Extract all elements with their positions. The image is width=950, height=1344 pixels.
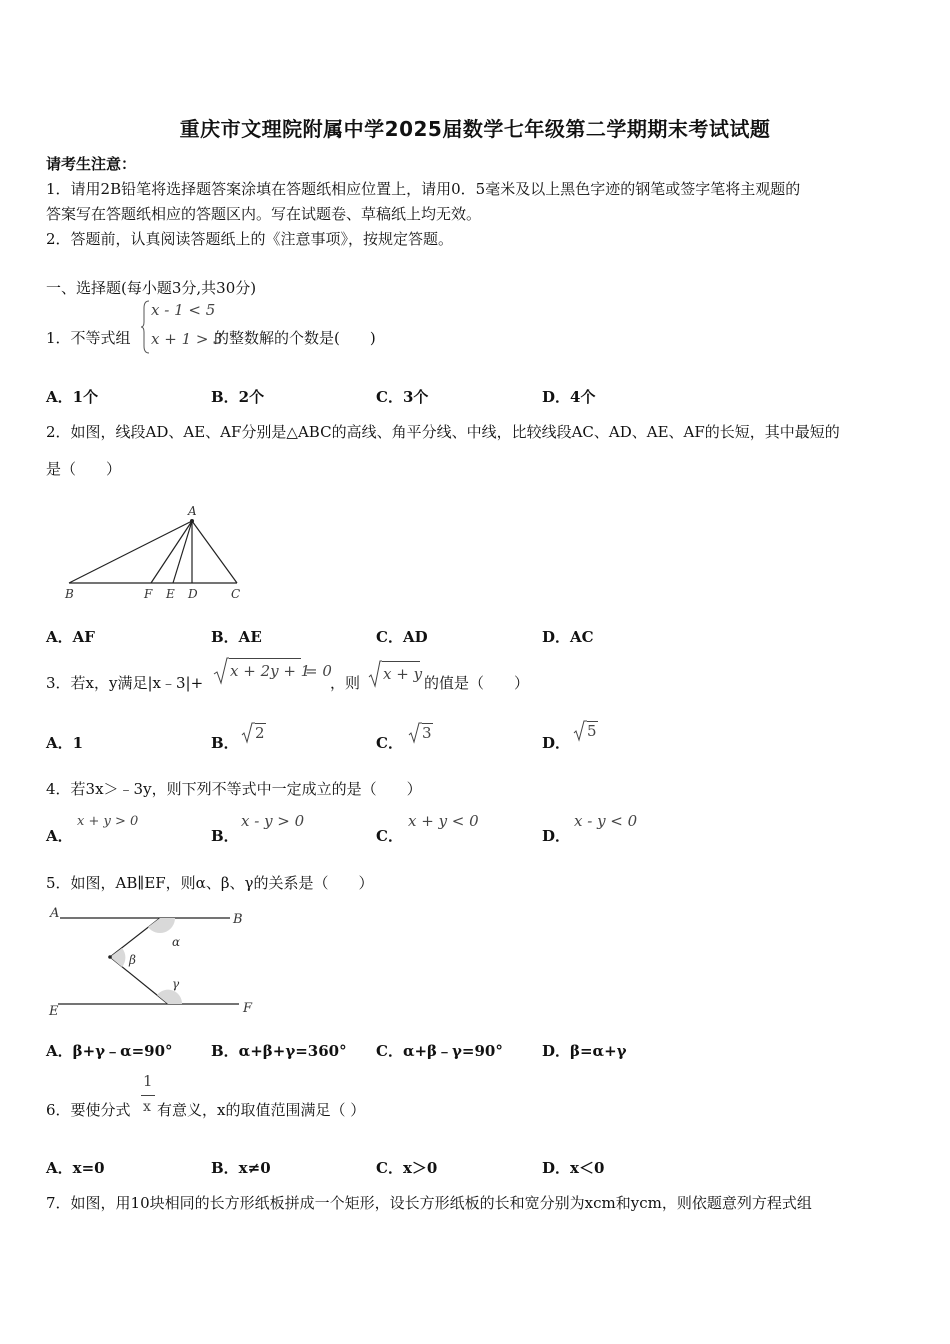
page-title: 重庆市文理院附属中学2025届数学七年级第二学期期末考试试题: [179, 117, 771, 141]
q4-option-c[interactable]: C．: [376, 827, 403, 845]
notice-heading: 请考生注意：: [46, 155, 137, 173]
notice-line-1b: 答案写在答题纸相应的答题区内。写在试题卷、草稿纸上均无效。: [46, 205, 482, 223]
q2-option-b[interactable]: B．AE: [211, 628, 262, 646]
q4-option-b-expr: x - y > 0: [241, 812, 305, 830]
q3-option-a[interactable]: A．1: [46, 734, 84, 752]
q5-label-alpha: α: [172, 935, 181, 949]
q3-option-b[interactable]: B．: [211, 734, 239, 752]
q5-option-d[interactable]: D．β=α+γ: [542, 1042, 627, 1060]
q4-option-d[interactable]: D．: [542, 827, 571, 845]
q6-option-a[interactable]: A．x=0: [46, 1159, 105, 1177]
q1-prefix: 1．不等式组: [46, 329, 131, 347]
q5-label-a: A: [50, 906, 60, 921]
q6-suffix: 有意义，x的取值范围满足（ ）: [157, 1101, 366, 1119]
q5-option-b[interactable]: B．α+β+γ=360°: [211, 1042, 347, 1060]
q3-option-c-value: 3: [422, 724, 432, 742]
q3-option-b-value: 2: [255, 724, 265, 742]
q3-prefix: 3．若x，y满足|x﹣3|+: [46, 674, 204, 692]
q3-option-d-value: 5: [587, 722, 597, 740]
q2-label-b: B: [65, 587, 74, 601]
q4-text: 4．若3x＞﹣3y，则下列不等式中一定成立的是（ ）: [46, 780, 422, 798]
q3-radicand-1: x + 2y + 1: [230, 662, 311, 680]
q1-option-c[interactable]: C．3个: [376, 388, 429, 406]
q3-radicand-2: x + y: [383, 665, 423, 683]
q2-label-a: A: [188, 504, 197, 518]
q2-text-line-1: 2．如图，线段AD、AE、AF分别是△ABC的高线、角平分线、中线，比较线段AC、AD、AE、AF的长短，其中最短的: [46, 423, 840, 441]
q4-option-a-expr: x + y > 0: [77, 814, 139, 829]
q6-fraction-denominator: x: [143, 1099, 151, 1115]
section-heading: 一、选择题(每小题3分,共30分): [46, 279, 257, 297]
q1-system-line-2: x + 1 > 3: [151, 330, 223, 348]
notice-line-1a: 1．请用2B铅笔将选择题答案涂填在答题纸相应位置上，请用0．5毫米及以上黑色字迹的钢笔或签字笔将主观题的: [46, 180, 801, 198]
q7-text: 7．如图，用10块相同的长方形纸板拼成一个矩形，设长方形纸板的长和宽分别为xcm和ycm，则依题意列方程式组: [46, 1194, 812, 1212]
q2-label-d: D: [188, 587, 198, 601]
q3-suffix: 的值是（ ）: [424, 674, 530, 692]
q4-option-c-expr: x + y < 0: [408, 812, 479, 830]
q5-option-a[interactable]: A．β+γ﹣α=90°: [46, 1042, 173, 1060]
q3-option-d-radical-icon: [573, 720, 587, 742]
q5-label-gamma: γ: [172, 977, 180, 991]
q2-label-c: C: [231, 587, 241, 601]
q5-label-beta: β: [129, 953, 136, 967]
q6-fraction-numerator: 1: [143, 1072, 153, 1090]
notice-line-2: 2．答题前，认真阅读答题纸上的《注意事项》，按规定答题。: [46, 230, 454, 248]
q2-text-line-2: 是（ ）: [46, 460, 122, 478]
q2-option-c[interactable]: C．AD: [376, 628, 428, 646]
q6-option-d[interactable]: D．x＜0: [542, 1159, 605, 1177]
q3-equals-zero: = 0: [305, 662, 332, 680]
q1-suffix: 的整数解的个数是( ): [214, 329, 376, 347]
q6-option-b[interactable]: B．x≠0: [211, 1159, 271, 1177]
q1-option-d[interactable]: D．4个: [542, 388, 596, 406]
q6-prefix: 6．要使分式: [46, 1101, 131, 1119]
q5-option-c[interactable]: C．α+β﹣γ=90°: [376, 1042, 503, 1060]
q3-mid: ，则: [330, 674, 361, 692]
q5-label-b: B: [233, 912, 243, 927]
q1-system-line-1: x - 1 < 5: [151, 301, 216, 319]
q5-label-f: F: [243, 1001, 253, 1016]
q2-label-f: F: [144, 587, 153, 601]
q6-fraction-bar: [141, 1095, 155, 1096]
q4-option-b[interactable]: B．: [211, 827, 239, 845]
q3-option-c[interactable]: C．: [376, 734, 403, 752]
q1-option-a[interactable]: A．1个: [46, 388, 99, 406]
q2-label-e: E: [166, 587, 175, 601]
q5-label-e: E: [49, 1004, 59, 1019]
q1-option-b[interactable]: B．2个: [211, 388, 265, 406]
q6-option-c[interactable]: C．x＞0: [376, 1159, 438, 1177]
q3-option-d[interactable]: D．: [542, 734, 571, 752]
q5-parallel-lines-figure: [44, 900, 264, 1022]
q2-option-a[interactable]: A．AF: [46, 628, 95, 646]
q4-option-a[interactable]: A．: [46, 827, 73, 845]
q2-option-d[interactable]: D．AC: [542, 628, 594, 646]
q3-radical-icon-2: [368, 660, 382, 688]
q5-text: 5．如图，AB∥EF，则α、β、γ的关系是（ ）: [46, 874, 374, 892]
q3-option-c-radical-icon: [408, 722, 422, 744]
q4-option-d-expr: x - y < 0: [574, 812, 638, 830]
q1-brace-icon: [141, 300, 151, 354]
q2-triangle-figure: [55, 500, 255, 605]
q3-radical-icon-1: [213, 657, 229, 685]
q3-option-b-radical-icon: [241, 722, 255, 744]
